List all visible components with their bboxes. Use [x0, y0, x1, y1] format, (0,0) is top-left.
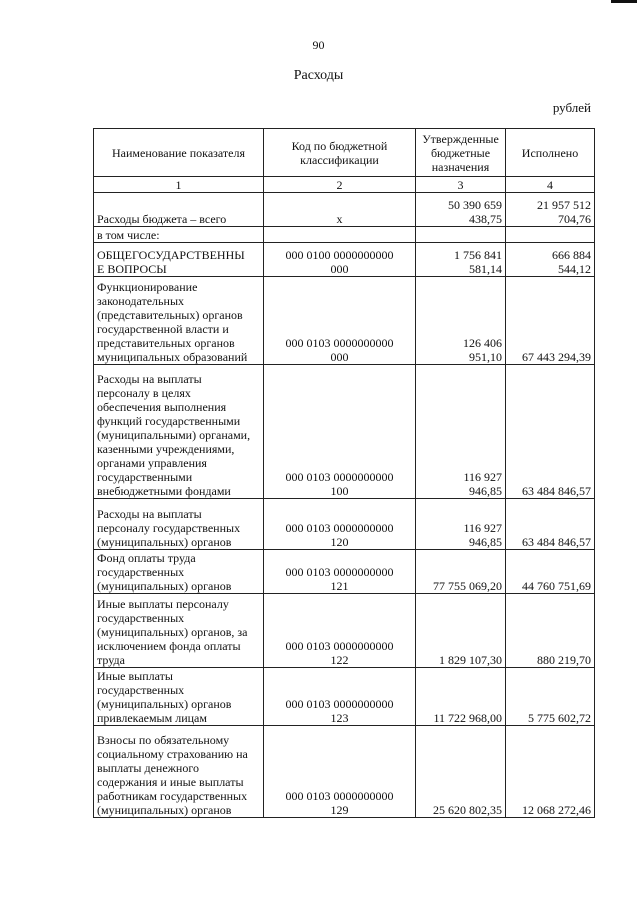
row-name: Функционирование законодательных (представительных) органов государственной власти и представительных органов муниципальных образований — [94, 277, 264, 365]
scan-edge-mark — [611, 0, 637, 3]
table-row — [94, 243, 595, 277]
row-executed: 21 957 512 704,76 — [506, 193, 595, 227]
row-approved: 116 927 946,85 — [416, 365, 506, 499]
row-code: 000 0103 0000000000 129 — [264, 726, 416, 818]
row-code: 000 0103 0000000000 122 — [264, 594, 416, 668]
row-name: Расходы на выплаты персоналу в целях обеспечения выполнения функций государственными (муниципальными) органами, казенными учреждениями, органами управления государственными внебюджетными фондами — [94, 365, 264, 499]
header-row — [94, 129, 595, 177]
column-index: 2 — [264, 177, 416, 193]
row-approved: 126 406 951,10 — [416, 277, 506, 365]
row-executed: 44 760 751,69 — [506, 550, 595, 594]
row-approved: 116 927 946,85 — [416, 499, 506, 550]
row-code: 000 0103 0000000000 123 — [264, 668, 416, 726]
table-row — [94, 365, 595, 499]
column-index: 1 — [94, 177, 264, 193]
row-name: Фонд оплаты труда государственных (муниципальных) органов — [94, 550, 264, 594]
row-code: x — [264, 193, 416, 227]
table-row — [94, 668, 595, 726]
row-name: Иные выплаты государственных (муниципальных) органов привлекаемым лицам — [94, 668, 264, 726]
row-code: 000 0100 0000000000 000 — [264, 243, 416, 277]
header-executed: Исполнено — [506, 129, 595, 177]
row-name: Расходы на выплаты персоналу государственных (муниципальных) органов — [94, 499, 264, 550]
table-row — [94, 277, 595, 365]
page-number: 90 — [312, 38, 325, 52]
header-indicator-name: Наименование показателя — [94, 129, 264, 177]
table-row — [94, 594, 595, 668]
column-index-row — [94, 177, 595, 193]
row-code: 000 0103 0000000000 120 — [264, 499, 416, 550]
table-row — [94, 499, 595, 550]
row-executed: 880 219,70 — [506, 594, 595, 668]
expenses-table — [93, 128, 595, 818]
currency-unit: рублей — [552, 100, 591, 115]
row-executed: 12 068 272,46 — [506, 726, 595, 818]
header-approved: Утвержденные бюджетные назначения — [416, 129, 506, 177]
row-name: Расходы бюджета – всего — [94, 193, 264, 227]
row-approved: 77 755 069,20 — [416, 550, 506, 594]
row-approved: 25 620 802,35 — [416, 726, 506, 818]
row-approved: 11 722 968,00 — [416, 668, 506, 726]
column-index: 3 — [416, 177, 506, 193]
table-row — [94, 193, 595, 227]
header-budget-code: Код по бюджетной классификации — [264, 129, 416, 177]
row-code: 000 0103 0000000000 121 — [264, 550, 416, 594]
row-approved: 1 756 841 581,14 — [416, 243, 506, 277]
page-title: Расходы — [293, 68, 344, 83]
column-index: 4 — [506, 177, 595, 193]
row-approved: 1 829 107,30 — [416, 594, 506, 668]
row-name: ОБЩЕГОСУДАРСТВЕННЫ Е ВОПРОСЫ — [94, 243, 264, 277]
table-row — [94, 550, 595, 594]
row-name: в том числе: — [94, 227, 264, 243]
row-name: Взносы по обязательному социальному страхованию на выплаты денежного содержания и иные выплаты работникам государственных (муниципальных) органов — [94, 726, 264, 818]
row-executed: 63 484 846,57 — [506, 499, 595, 550]
row-code: 000 0103 0000000000 100 — [264, 365, 416, 499]
row-code: 000 0103 0000000000 000 — [264, 277, 416, 365]
table-row — [94, 726, 595, 818]
row-executed: 5 775 602,72 — [506, 668, 595, 726]
table-row — [94, 227, 595, 243]
row-executed: 67 443 294,39 — [506, 277, 595, 365]
row-name: Иные выплаты персоналу государственных (муниципальных) органов, за исключением фонда оплаты труда — [94, 594, 264, 668]
row-approved: 50 390 659 438,75 — [416, 193, 506, 227]
row-executed: 666 884 544,12 — [506, 243, 595, 277]
row-executed: 63 484 846,57 — [506, 365, 595, 499]
